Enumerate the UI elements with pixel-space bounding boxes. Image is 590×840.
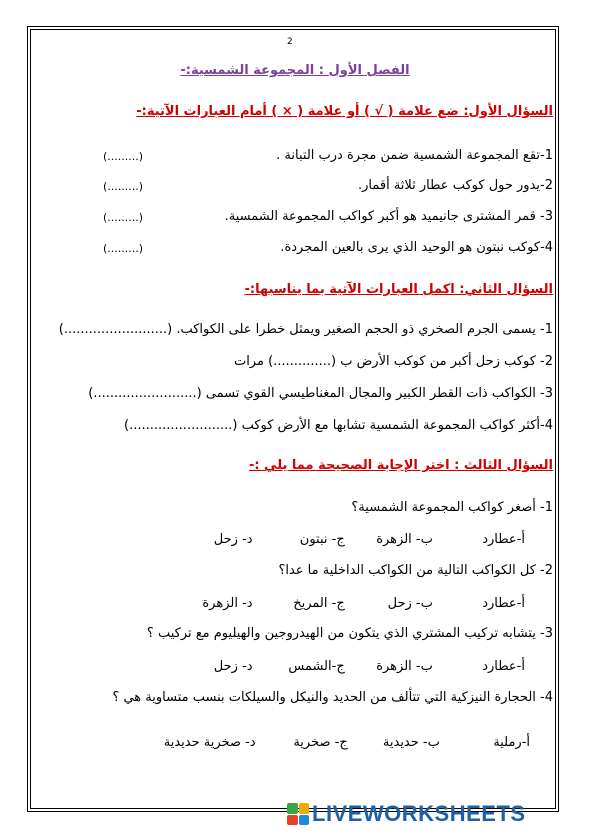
option-a[interactable]: أ-عطارد [482,596,525,611]
q1-item-2: 2-يدور حول كوكب عطار ثلاثة أقمار. [357,178,553,193]
q1-answer-blank-4[interactable]: (.........) [103,242,144,255]
liveworksheets-logo[interactable] [287,802,526,826]
q2-item-1[interactable]: 1- يسمى الجرم الصخري ذو الحجم الصغير ويمثل خطرا على الكواكب. (.........................) [58,322,553,337]
q1-answer-blank-1[interactable]: (.........) [103,150,144,163]
q1-item-4: 4-كوكب نبتون هو الوحيد الذي يرى بالعين المجردة. [280,240,553,255]
q3-question-1: 1- أصغر كواكب المجموعة الشمسية؟ [351,500,553,515]
option-c[interactable]: ج- المريخ [293,596,345,611]
q3-question-3: 3- يتشابه تركيب المشتري الذي يتكون من الهيدروجين والهيليوم مع تركيب ؟ [146,626,553,641]
option-d[interactable]: د- صخرية حديدية [163,735,256,750]
q2-item-4[interactable]: 4-أكثر كواكب المجموعة الشمسية تشابها مع الأرض كوكب (.........................) [124,418,553,433]
option-b[interactable]: ب- الزهرة [376,532,433,547]
q1-answer-blank-3[interactable]: (.........) [103,211,144,224]
chapter-title: الفصل الأول : المجموعة الشمسية:- [180,63,410,78]
q2-item-2[interactable]: 2- كوكب زحل أكبر من كوكب الأرض ب (..............) مرات [233,354,553,369]
q3-options-3 [214,659,525,674]
q3-options-2 [202,596,525,611]
q3-options-1 [214,532,525,547]
option-b[interactable]: ب- زحل [387,596,433,611]
option-a[interactable]: أ-عطارد [482,532,525,547]
option-d[interactable]: د- زحل [213,532,253,547]
q1-item-1: 1-تقع المجموعة الشمسية ضمن مجرة درب التبانة . [276,148,553,163]
q3-question-2: 2- كل الكواكب التالية من الكواكب الداخلية ما عدا؟ [278,563,553,578]
logo-mark-icon [287,803,309,825]
q2-heading: السؤال الثاني: اكمل العبارات الآتية بما يناسبها:- [244,282,553,297]
option-c[interactable]: ج- صخرية [293,735,348,750]
q1-heading: السؤال الأول: ضع علامة ( √ ) أو علامة ( × ) أمام العبارات الآتية:- [136,104,553,119]
q3-options-4 [164,735,530,750]
q1-answer-blank-2[interactable]: (.........) [103,180,144,193]
q3-heading: السؤال الثالث : اختر الإجابة الصحيحة مما يلي :- [248,458,553,473]
option-b[interactable]: ب- الزهرة [376,659,433,674]
q1-item-3: 3- قمر المشترى جانيميد هو أكبر كواكب المجموعة الشمسية. [224,209,553,224]
option-c[interactable]: ج-الشمس [288,659,345,674]
option-a[interactable]: أ-عطارد [482,659,525,674]
option-c[interactable]: ج- نبتون [299,532,345,547]
q2-item-3[interactable]: 3- الكواكب ذات القطر الكبير والمجال المغناطيسي القوي تسمى (.........................) [88,386,553,401]
page-number: 2 [287,37,293,47]
option-b[interactable]: ب- حديدية [382,735,440,750]
option-d[interactable]: د- زحل [213,659,253,674]
option-a[interactable]: أ-رملية [493,735,530,750]
option-d[interactable]: د- الزهرة [202,596,253,611]
brand-name: LIVEWORKSHEETS [312,801,526,826]
q3-question-4: 4- الحجارة النيزكية التي تتألف من الحديد والنيكل والسيلكات بنسب متساوية هي ؟ [112,690,553,705]
